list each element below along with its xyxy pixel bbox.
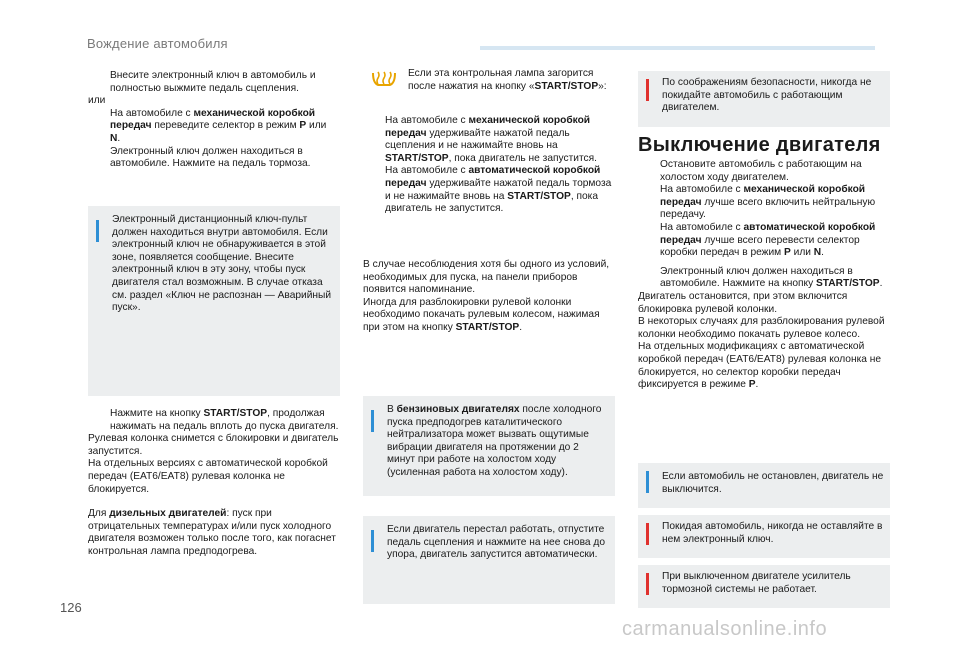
col3-warning-box-key (638, 515, 890, 558)
col3-stop-instructions (638, 159, 890, 392)
col2-lamp-actions (363, 115, 615, 216)
col3-key-text: Покидая автомобиль, никогда не оставляйте в нем электронный ключ. (662, 521, 883, 545)
col1-para-steering: Рулевая колонка снимется с блокировки и двигатель запустится. (88, 433, 339, 457)
col3-bullet-3: На автомобиле с автоматической коробкой передач лучше всего перевести селектор коробки передач в режим P или N. (660, 221, 876, 259)
warning-icon (646, 523, 649, 545)
col1-info-text: Электронный дистанционный ключ-пульт должен находиться внутри автомобиля. Если электронный ключ не обнаруживается в этой зоне, появляется сообщение. Внесите электронный ключ в эту зону, чтобы пуск двигателя стал возможным. В случае отказа см. раздел «Ключ не распознан — Аварийный пуск». (112, 214, 332, 314)
col1-start-instructions (88, 70, 338, 171)
col1-para-diesel: Для дизельных двигателей: пуск при отрицательных температурах и/или пуск холодного двигателя возможен только после того, как погаснет контрольная лампа предподогрева. (88, 508, 336, 557)
col1-bullet-3: Электронный ключ должен находиться в автомобиле. Нажмите на педаль тормоза. (110, 145, 311, 170)
watermark: carmanualsonline.info (622, 618, 828, 640)
page-header-title: Вождение автомобиля (87, 36, 228, 51)
col3-safety-text: По соображениям безопасности, никогда не покидайте автомобиль с работающим двигателем. (662, 77, 872, 114)
section-title-engine-off: Выключение двигателя (638, 134, 881, 156)
col1-info-box (88, 206, 340, 396)
col1-bullet-2: На автомобиле с механической коробкой передач переведите селектор в режим P или N. (110, 107, 327, 144)
col1-para-eat: На отдельных версиях с автоматической коробкой передач (EAT6/EAT8) рулевая колонка не блокируется. (88, 458, 328, 495)
page-number: 126 (60, 600, 82, 615)
col3-info-box-not-stopped (638, 463, 890, 508)
warning-icon (646, 79, 649, 101)
col1-press-start (88, 408, 340, 559)
col1-bullet-4: Нажмите на кнопку START/STOP, продолжая нажимать на педаль вплоть до пуска двигателя. (110, 408, 339, 432)
col3-warning-box-safety (638, 71, 890, 127)
col3-bullet-1: Остановите автомобиль с работающим на холостом ходу двигателем. (660, 159, 862, 183)
col2-conditions (363, 259, 615, 335)
col1-bullet-1: Внесите электронный ключ в автомобиль и полностью выжмите педаль сцепления. (110, 70, 316, 94)
info-icon (96, 220, 99, 242)
col2-info-box-stall (363, 516, 615, 604)
col3-brake-text: При выключенном двигателе усилитель тормозной системы не работает. (662, 571, 851, 595)
col2-para-unlock: Иногда для разблокировки рулевой колонки необходимо покачать рулевым колесом, нажимая при этом на кнопку START/STOP. (363, 296, 600, 333)
col1-or: или (88, 95, 106, 107)
col3-bullet-2: На автомобиле с механической коробкой передач лучше всего включить нейтральную передачу. (660, 184, 876, 221)
col3-para-rock-wheel: В некоторых случаях для разблокирования рулевой колонки необходимо покачать рулевое колесо. (638, 316, 885, 340)
col2-bullet-2: На автомобиле с автоматической коробкой передач удерживайте нажатой педаль тормоза и не нажимайте вновь на START/STOP, пока двигатель не запустится. (385, 165, 612, 215)
col3-para-stop: Двигатель остановится, при этом включится блокировка рулевой колонки. (638, 290, 848, 315)
col3-not-stopped-text: Если автомобиль не остановлен, двигатель не выключится. (662, 471, 884, 495)
col2-bullet-1: На автомобиле с механической коробкой передач удерживайте нажатой педаль сцепления и не нажимайте вновь на START/STOP, пока двигатель не запустится. (385, 115, 597, 164)
col3-para-eat: На отдельных модификациях с автоматической коробкой передач (EAT6/EAT8) рулевая колонка не блокируется, но селектор коробки передач фиксируется в режиме P. (638, 341, 882, 391)
col2-para-reminder: В случае несоблюдения хотя бы одного из условий, необходимых для пуска, на панели приборов появится напоминание. (363, 259, 610, 296)
col3-bullet-4: Электронный ключ должен находиться в автомобиле. Нажмите на кнопку START/STOP. (660, 265, 883, 290)
info-icon (646, 471, 649, 493)
warning-icon (646, 573, 649, 595)
header-rule (480, 46, 875, 50)
info-icon (371, 410, 374, 432)
preheat-warning-lamp-icon (370, 69, 398, 89)
col2-stall-text: Если двигатель перестал работать, отпустите педаль сцепления и нажмите на нее снова до упора, двигатель запустится автоматически. (387, 524, 605, 561)
col2-petrol-text: В бензиновых двигателях после холодного пуска предподогрев каталитического нейтрализатора может вызвать ощутимые вибрации двигателя на протяжении до 2 минут при работе на холостом ходу (усиленная работа на холостом ходу). (387, 404, 602, 478)
col2-info-box-petrol (363, 396, 615, 496)
col2-lamp-text: Если эта контрольная лампа загорится после нажатия на кнопку «START/STOP»: (408, 68, 607, 92)
info-icon (371, 530, 374, 552)
col3-warning-box-brake (638, 565, 890, 608)
